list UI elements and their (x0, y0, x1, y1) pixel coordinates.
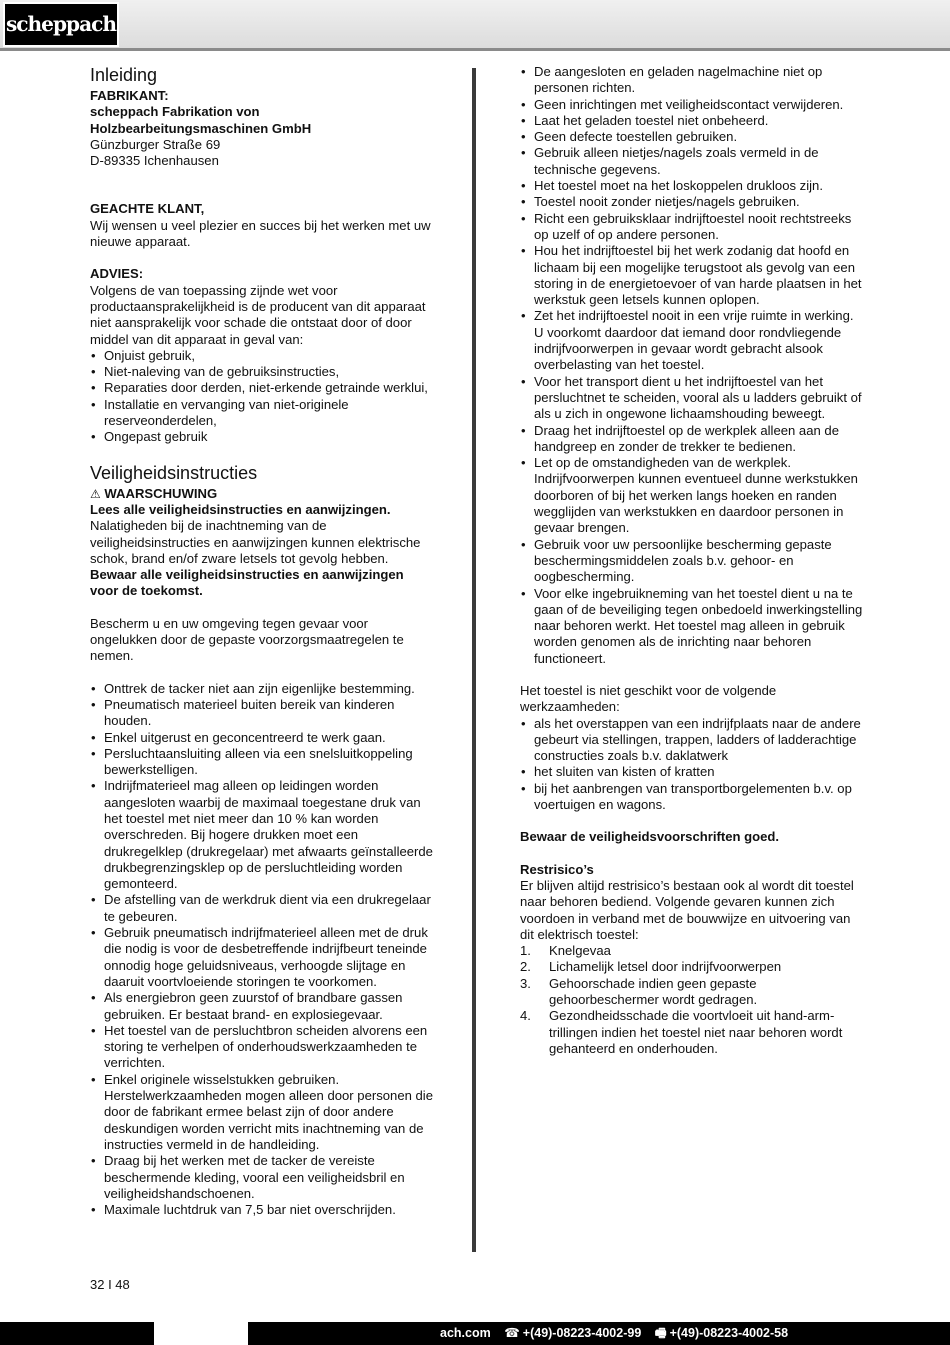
list-item: • Richt een gebruiksklaar indrijftoestel nooit rechtstreeks op uzelf of op andere personen. (520, 211, 865, 244)
list-item: • Zet het indrijftoestel nooit in een vrije ruimte in werking. U voorkomt daardoor dat iemand door rondvliegende indrijfvoorwerpen in gevaar wordt gebracht alsook overbelasting van het toestel. (520, 308, 865, 373)
header-bar (0, 0, 950, 51)
footer-contact (440, 1322, 798, 1345)
warning-bold-text: Lees alle veiligheidsinstructies en aanwijzingen. (90, 501, 391, 517)
list-item: 4. Gezondheidsschade die voortvloeit uit hand-arm-trillingen indien het toestel niet naar behoren wordt gehanteerd en onderhouden. (520, 1008, 843, 1056)
scheppach-logo: scheppach (3, 2, 119, 47)
risk-heading: Restrisico’s (520, 861, 594, 877)
right-column (520, 64, 865, 1057)
warning-line (90, 486, 435, 502)
list-item: • Draag het indrijftoestel op de werkplek alleen aan de handgreep en zonder de trekker te bedienen. (520, 423, 865, 456)
list-item: • Persluchtaansluiting alleen via een snelsluitkoppeling bewerkstelligen. (90, 746, 435, 779)
warning-label: WAARSCHUWING (104, 485, 218, 501)
list-item: 2. Lichamelijk letsel door indrijfvoorwerpen (520, 959, 782, 975)
warning-text: Nalatigheden bij de inachtneming van de veiligheidsinstructies en aanwijzingen kunnen elektrische schok, brand en/of zware letsels tot gevolg hebben. (90, 518, 421, 566)
safety-heading: Veiligheidsinstructies (90, 462, 258, 483)
column-divider (472, 68, 476, 1252)
list-item: • Pneumatisch materieel buiten bereik van kinderen houden. (90, 697, 435, 730)
list-item: • Onjuist gebruik, (90, 348, 435, 364)
risk-text: Er blijven altijd restrisico’s bestaan ook al wordt dit toestel naar behoren bediend. Volgende gevaren kunnen zich voordoen in verband met de bouwwijze en uitvoering van dit elektrisch toestel: (520, 877, 854, 942)
klant-label: GEACHTE KLANT, (90, 201, 205, 217)
klant-text: Wij wensen u veel plezier en succes bij het werken met uw nieuwe apparaat. (90, 217, 431, 250)
list-item: • Reparaties door derden, niet-erkende getrainde werklui, (90, 380, 435, 396)
risk-list (520, 943, 865, 1057)
list-item: • Voor het transport dient u het indrijftoestel van het persluchtnet te scheiden, vooral als u ladders gebruikt of als u zich in ongewone lichaamshouding beweegt. (520, 374, 865, 423)
list-item: • Let op de omstandigheden van de werkplek. Indrijfvoorwerpen kunnen eventueel dunne werkstukken doorboren of bij het werken langs hoeken en randen wegglijden van werkstukken en daardoor personen in gevaar brengen. (520, 455, 865, 536)
list-item: • Hou het indrijftoestel bij het werk zodanig dat hoofd en lichaam bij een mogelijke terugstoot als gevolg van een storing in de energietoevoer of van harde plaatsen in het werkstuk geen letsels kunnen oplopen. (520, 243, 865, 308)
list-item: • het sluiten van kisten of kratten (520, 764, 865, 780)
fabrikant-name-2: Holzbearbeitungsmaschinen GmbH (90, 120, 312, 136)
address-street: Günzburger Straße 69 (90, 136, 221, 152)
address-city: D-89335 Ichenhausen (90, 153, 219, 169)
unsuitable-text: Het toestel is niet geschikt voor de volgende werkzaamheden: (520, 682, 777, 715)
unsuitable-list (520, 716, 865, 814)
keep-instructions-text: Bewaar alle veiligheidsinstructies en aanwijzingen voor de toekomst. (90, 567, 404, 599)
page-number: 32 I 48 (90, 1277, 130, 1292)
list-item: • Laat het geladen toestel niet onbeheerd. (520, 113, 865, 129)
list-item: • Indrijfmaterieel mag alleen op leidingen worden aangesloten waarbij de maximaal toegestane druk van het toestel met niet meer dan 10 % kan worden overschreden. Bij hogere drukken moet een drukregelklep (drukregelaar) met afwaarts geïnstalleerde drukbegrenzingsklep op de persluchtleiding worden gemonteerd. (90, 778, 435, 892)
list-item: • Gebruik voor uw persoonlijke bescherming gepaste beschermingsmiddelen zoals b.v. gehoor- en oogbescherming. (520, 537, 865, 586)
list-item: • De afstelling van de werkdruk dient via een drukregelaar te gebeuren. (90, 892, 435, 925)
list-item: 3. Gehoorschade indien geen gepaste gehoorbeschermer wordt gedragen. (520, 975, 758, 1008)
list-item: • Geen defecte toestellen gebruiken. (520, 129, 865, 145)
list-item: • Voor elke ingebruikneming van het toestel dient u na te gaan of de beveiliging tegen onbedoeld inwerkingstelling naar behoren werkt. Het toestel mag alleen in gebruik worden genomen als de inrichting naar behoren functioneert. (520, 586, 865, 667)
list-item: • Enkel originele wisselstukken gebruiken. Herstelwerkzaamheden mogen alleen door personen die door de fabrikant ermee belast zijn of door andere deskundigen worden verricht mits inachtneming van de instructies vermeld in de handleiding. (90, 1072, 435, 1153)
fax-icon: 🖷 (654, 1326, 667, 1340)
list-item: • Enkel uitgerust en geconcentreerd te werk gaan. (90, 730, 435, 746)
list-item: • Het toestel moet na het loskoppelen drukloos zijn. (520, 178, 865, 194)
list-item: • Gebruik alleen nietjes/nagels zoals vermeld in de technische gegevens. (520, 145, 865, 178)
list-item: • Niet-naleving van de gebruiksinstructies, (90, 364, 435, 380)
list-item: • bij het aanbrengen van transportborgelementen b.v. op voertuigen en wagons. (520, 781, 865, 814)
footer-fax: +(49)-08223-4002-58 (669, 1326, 789, 1340)
fabrikant-label: FABRIKANT: (90, 88, 169, 103)
advies-label: ADVIES: (90, 266, 144, 282)
keep-safety-text: Bewaar de veiligheidsvoorschriften goed. (520, 829, 780, 845)
warning-triangle-icon: ⚠ (90, 486, 101, 501)
list-item: • Geen inrichtingen met veiligheidscontact verwijderen. (520, 97, 865, 113)
intro-heading: Inleiding (90, 65, 158, 85)
footer-white-block (154, 1322, 248, 1345)
list-item: • Als energiebron geen zuurstof of brandbare gassen gebruiken. Er bestaat brand- en explosiegevaar. (90, 990, 435, 1023)
fabrikant-name-1: scheppach Fabrikation von (90, 104, 260, 120)
list-item: • Toestel nooit zonder nietjes/nagels gebruiken. (520, 194, 865, 210)
protect-text: Bescherm u en uw omgeving tegen gevaar voor ongelukken door de gepaste voorzorgsmaatregelen te nemen. (90, 615, 404, 664)
list-item: • Maximale luchtdruk van 7,5 bar niet overschrijden. (90, 1202, 435, 1218)
list-item: • Ongepast gebruik (90, 429, 435, 445)
list-item: • De aangesloten en geladen nagelmachine niet op personen richten. (520, 64, 865, 97)
list-item: • Draag bij het werken met de tacker de vereiste beschermende kleding, vooral een veiligheidsbril en veiligheidshandschoenen. (90, 1153, 435, 1202)
advies-text: Volgens de van toepassing zijnde wet voor productaansprakelijkheid is de producent van dit apparaat niet aansprakelijk voor schade die ontstaat door of door middel van dit apparaat in geval van: (90, 282, 426, 347)
list-item: 1. Knelgevaa (520, 943, 611, 959)
footer-phone: +(49)-08223-4002-99 (522, 1326, 642, 1340)
left-column (90, 64, 435, 1218)
list-item: • Gebruik pneumatisch indrijfmaterieel alleen met de druk die nodig is voor de desbetreffende indrijfbeurt teneinde onnodig hoge geluidsniveaus, verhoogde slijtage en daaruit voortvloeiende storingen te voorkomen. (90, 925, 435, 990)
list-item: • Onttrek de tacker niet aan zijn eigenlijke bestemming. (90, 681, 435, 697)
safety-list-continued (520, 64, 865, 667)
phone-icon: ☎ (504, 1326, 520, 1340)
footer-website[interactable]: ach.com (440, 1326, 491, 1340)
list-item: • Installatie en vervanging van niet-originele reserveonderdelen, (90, 397, 435, 430)
list-item: • als het overstappen van een indrijfplaats naar de andere gebeurt via stellingen, trappen, ladders of ladderachtige constructies zoals b.v. daklatwerk (520, 716, 865, 765)
list-item: • Het toestel van de persluchtbron scheiden alvorens een storing te verhelpen of onderhoudswerkzaamheden te verrichten. (90, 1023, 435, 1072)
safety-list (90, 681, 435, 1219)
advies-list (90, 348, 435, 446)
